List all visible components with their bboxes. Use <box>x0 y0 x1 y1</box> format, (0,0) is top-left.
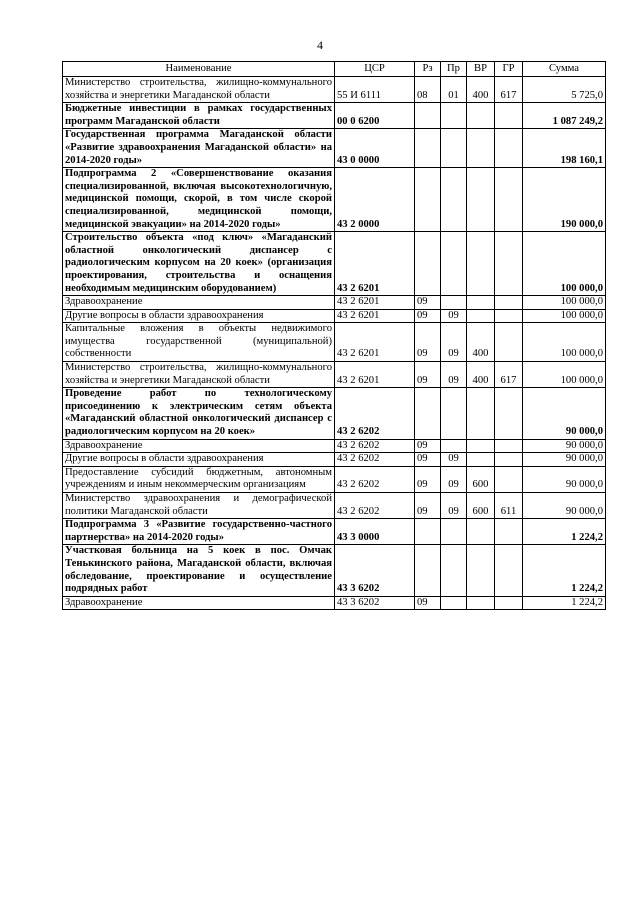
cell-vr <box>467 168 495 232</box>
page-number: 4 <box>317 38 323 52</box>
cell-name: Участковая больница на 5 коек в пос. Омчак Тенькинского района, Магаданской области, включая обследование, проектирование и осуществление подрядных работ <box>63 545 335 596</box>
cell-vr <box>467 596 495 610</box>
cell-pr: 09 <box>441 466 467 492</box>
table-row <box>63 362 606 388</box>
cell-vr <box>467 103 495 129</box>
cell-csr: 43 2 6201 <box>335 296 415 310</box>
cell-name: Другие вопросы в области здравоохранения <box>63 309 335 323</box>
table-row <box>63 453 606 467</box>
table-row <box>63 232 606 296</box>
cell-rz <box>415 232 441 296</box>
cell-name: Государственная программа Магаданской области «Развитие здравоохранения Магаданской области» на 2014-2020 годы» <box>63 129 335 168</box>
cell-rz: 09 <box>415 439 441 453</box>
cell-pr <box>441 168 467 232</box>
cell-gr <box>495 519 523 545</box>
header-sum: Сумма <box>523 62 606 77</box>
header-vr: ВР <box>467 62 495 77</box>
cell-csr: 43 2 6202 <box>335 466 415 492</box>
cell-sum: 1 087 249,2 <box>523 103 606 129</box>
cell-name: Капитальные вложения в объекты недвижимого имущества государственной (муниципальной) собственности <box>63 323 335 362</box>
table-row <box>63 596 606 610</box>
cell-name: Министерство строительства, жилищно-коммунального хозяйства и энергетики Магаданской области <box>63 77 335 103</box>
table-row <box>63 77 606 103</box>
cell-rz: 09 <box>415 466 441 492</box>
cell-pr: 09 <box>441 309 467 323</box>
cell-vr <box>467 296 495 310</box>
cell-rz: 09 <box>415 323 441 362</box>
cell-rz: 09 <box>415 493 441 519</box>
table-row <box>63 519 606 545</box>
table-row <box>63 296 606 310</box>
cell-pr: 09 <box>441 453 467 467</box>
cell-gr <box>495 296 523 310</box>
cell-name: Другие вопросы в области здравоохранения <box>63 453 335 467</box>
cell-gr: 611 <box>495 493 523 519</box>
cell-vr <box>467 545 495 596</box>
cell-gr <box>495 309 523 323</box>
cell-rz: 09 <box>415 596 441 610</box>
cell-sum: 1 224,2 <box>523 519 606 545</box>
cell-gr <box>495 466 523 492</box>
cell-gr <box>495 103 523 129</box>
cell-sum: 100 000,0 <box>523 296 606 310</box>
table-row <box>63 493 606 519</box>
table-row <box>63 129 606 168</box>
cell-sum: 1 224,2 <box>523 545 606 596</box>
cell-vr <box>467 388 495 439</box>
cell-pr <box>441 439 467 453</box>
budget-table <box>62 61 606 610</box>
cell-sum: 90 000,0 <box>523 453 606 467</box>
cell-sum: 100 000,0 <box>523 232 606 296</box>
cell-csr: 43 2 6202 <box>335 453 415 467</box>
cell-name: Министерство здравоохранения и демографической политики Магаданской области <box>63 493 335 519</box>
cell-gr <box>495 129 523 168</box>
cell-csr: 43 2 0000 <box>335 168 415 232</box>
cell-rz: 09 <box>415 309 441 323</box>
cell-pr <box>441 596 467 610</box>
cell-gr: 617 <box>495 77 523 103</box>
cell-vr: 400 <box>467 77 495 103</box>
header-name: Наименование <box>63 62 335 77</box>
cell-gr <box>495 545 523 596</box>
cell-csr: 55 И 6111 <box>335 77 415 103</box>
cell-sum: 100 000,0 <box>523 362 606 388</box>
cell-pr <box>441 232 467 296</box>
table-row <box>63 309 606 323</box>
cell-pr <box>441 129 467 168</box>
cell-vr <box>467 453 495 467</box>
cell-gr <box>495 439 523 453</box>
cell-sum: 198 160,1 <box>523 129 606 168</box>
cell-rz <box>415 519 441 545</box>
cell-vr: 600 <box>467 493 495 519</box>
cell-sum: 90 000,0 <box>523 493 606 519</box>
cell-gr <box>495 232 523 296</box>
cell-rz: 08 <box>415 77 441 103</box>
cell-rz <box>415 545 441 596</box>
table-row <box>63 168 606 232</box>
table-row <box>63 439 606 453</box>
cell-csr: 43 2 6202 <box>335 388 415 439</box>
cell-name: Здравоохранение <box>63 439 335 453</box>
cell-pr: 09 <box>441 362 467 388</box>
cell-sum: 190 000,0 <box>523 168 606 232</box>
cell-rz: 09 <box>415 362 441 388</box>
cell-pr <box>441 545 467 596</box>
cell-csr: 43 3 0000 <box>335 519 415 545</box>
cell-gr: 617 <box>495 362 523 388</box>
table-header-row <box>63 62 606 77</box>
cell-vr <box>467 309 495 323</box>
cell-vr <box>467 129 495 168</box>
cell-sum: 100 000,0 <box>523 309 606 323</box>
table-row <box>63 466 606 492</box>
cell-rz <box>415 103 441 129</box>
cell-name: Министерство строительства, жилищно-коммунального хозяйства и энергетики Магаданской области <box>63 362 335 388</box>
cell-name: Здравоохранение <box>63 596 335 610</box>
cell-vr <box>467 232 495 296</box>
cell-vr <box>467 439 495 453</box>
table-row <box>63 545 606 596</box>
cell-csr: 43 3 6202 <box>335 545 415 596</box>
cell-name: Подпрограмма 2 «Совершенствование оказания специализированной, включая высокотехнологичную, медицинской помощи, скорой, в том числе скорой специализированной, медицинской помощи, медицинской эвакуации» на 2014-2020 годы» <box>63 168 335 232</box>
header-gr: ГР <box>495 62 523 77</box>
cell-name: Проведение работ по технологическому присоединению к электрическим сетям объекта «Магаданский областной онкологический диспансер с радиологическим корпусом на 20 коек» <box>63 388 335 439</box>
cell-name: Предоставление субсидий бюджетным, автономным учреждениям и иным некоммерческим организациям <box>63 466 335 492</box>
cell-pr <box>441 519 467 545</box>
cell-csr: 43 2 6201 <box>335 232 415 296</box>
cell-rz: 09 <box>415 453 441 467</box>
table-row <box>63 323 606 362</box>
cell-sum: 1 224,2 <box>523 596 606 610</box>
cell-name: Бюджетные инвестиции в рамках государственных программ Магаданской области <box>63 103 335 129</box>
cell-sum: 90 000,0 <box>523 466 606 492</box>
cell-pr <box>441 388 467 439</box>
cell-name: Подпрограмма 3 «Развитие государственно-частного партнерства» на 2014-2020 годы» <box>63 519 335 545</box>
table-row <box>63 103 606 129</box>
header-csr: ЦСР <box>335 62 415 77</box>
cell-gr <box>495 453 523 467</box>
cell-pr <box>441 103 467 129</box>
cell-gr <box>495 388 523 439</box>
cell-pr <box>441 296 467 310</box>
cell-gr <box>495 168 523 232</box>
table-row <box>63 388 606 439</box>
cell-csr: 43 2 6202 <box>335 493 415 519</box>
cell-rz <box>415 129 441 168</box>
cell-sum: 90 000,0 <box>523 388 606 439</box>
cell-gr <box>495 596 523 610</box>
table-body <box>63 77 606 610</box>
cell-csr: 43 2 6202 <box>335 439 415 453</box>
cell-vr: 400 <box>467 362 495 388</box>
cell-vr: 400 <box>467 323 495 362</box>
cell-csr: 00 0 6200 <box>335 103 415 129</box>
cell-name: Строительство объекта «под ключ» «Магаданский областной онкологический диспансер с радиологическим корпусом на 20 коек» (организация проектирования, строительства и оснащения необходимым медицинским оборудованием) <box>63 232 335 296</box>
cell-csr: 43 2 6201 <box>335 309 415 323</box>
cell-pr: 01 <box>441 77 467 103</box>
cell-rz <box>415 388 441 439</box>
cell-csr: 43 2 6201 <box>335 362 415 388</box>
cell-rz: 09 <box>415 296 441 310</box>
cell-csr: 43 2 6201 <box>335 323 415 362</box>
cell-sum: 100 000,0 <box>523 323 606 362</box>
header-rz: Рз <box>415 62 441 77</box>
cell-vr <box>467 519 495 545</box>
cell-csr: 43 0 0000 <box>335 129 415 168</box>
cell-csr: 43 3 6202 <box>335 596 415 610</box>
cell-sum: 5 725,0 <box>523 77 606 103</box>
cell-pr: 09 <box>441 493 467 519</box>
cell-rz <box>415 168 441 232</box>
cell-name: Здравоохранение <box>63 296 335 310</box>
cell-pr: 09 <box>441 323 467 362</box>
cell-sum: 90 000,0 <box>523 439 606 453</box>
cell-gr <box>495 323 523 362</box>
header-pr: Пр <box>441 62 467 77</box>
cell-vr: 600 <box>467 466 495 492</box>
